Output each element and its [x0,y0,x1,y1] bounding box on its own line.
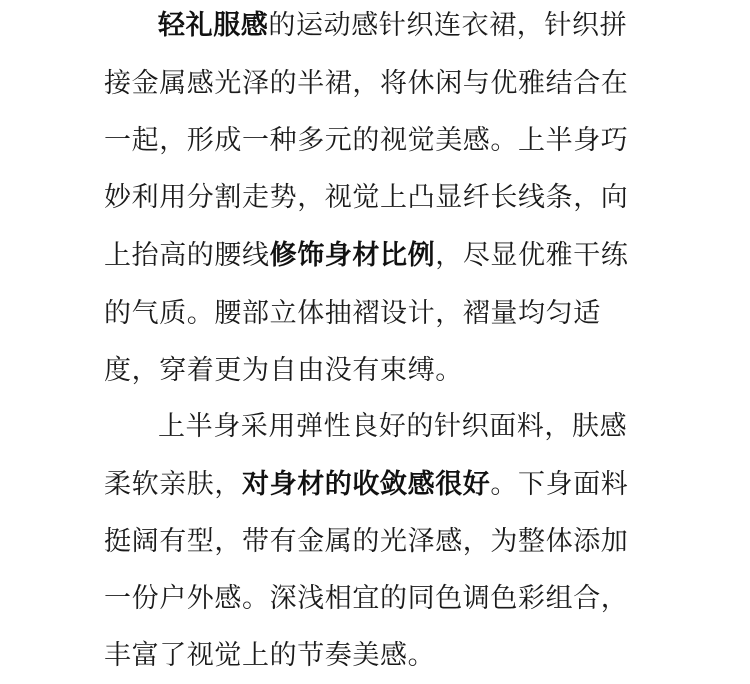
body-text: 柔软亲肤， [104,469,242,500]
body-text: 丰富了视觉上的节奏美感。 [104,640,436,671]
paragraph-2-line-3 [104,522,628,562]
paragraph-2-line-4 [104,579,628,619]
body-text: 上半身采用弹性良好的针织面料，肤感 [158,411,628,442]
body-text: 妙利用分割走势，视觉上凸显纤长线条，向 [104,182,629,213]
paragraph-1-line-4 [104,178,628,218]
highlight-text: 对身材的收敛感很好 [242,469,491,500]
paragraph-1-line-3 [104,121,628,161]
paragraph-1-line-5 [104,236,628,276]
body-text: 。下身面料 [490,469,629,500]
body-text: 上抬高的腰线 [104,240,270,271]
body-text: 一起，形成一种多元的视觉美感。上半身巧 [104,125,629,156]
paragraph-2-line-5 [104,636,435,676]
body-text: 挺阔有型，带有金属的光泽感，为整体添加 [104,526,629,557]
body-text: 的气质。腰部立体抽褶设计，褶量均匀适 [104,298,601,329]
body-text: 的运动感针织连衣裙，针织拼 [268,10,628,41]
paragraph-2-line-1 [158,407,627,447]
paragraph-2-line-2 [104,465,628,505]
highlight-text: 轻礼服感 [158,10,269,41]
body-text: 接金属感光泽的半裙，将休闲与优雅结合在 [104,68,629,99]
paragraph-1-line-6 [104,294,601,334]
highlight-text: 修饰身材比例 [269,240,436,271]
body-text: 度，穿着更为自由没有束缚。 [104,355,463,386]
paragraph-1-line-7 [104,351,463,391]
body-text: 一份户外感。深浅相宜的同色调色彩组合， [104,583,629,614]
paragraph-1-line-2 [104,64,628,104]
body-text: ，尽显优雅干练 [435,240,629,271]
paragraph-1-line-1 [158,6,627,46]
